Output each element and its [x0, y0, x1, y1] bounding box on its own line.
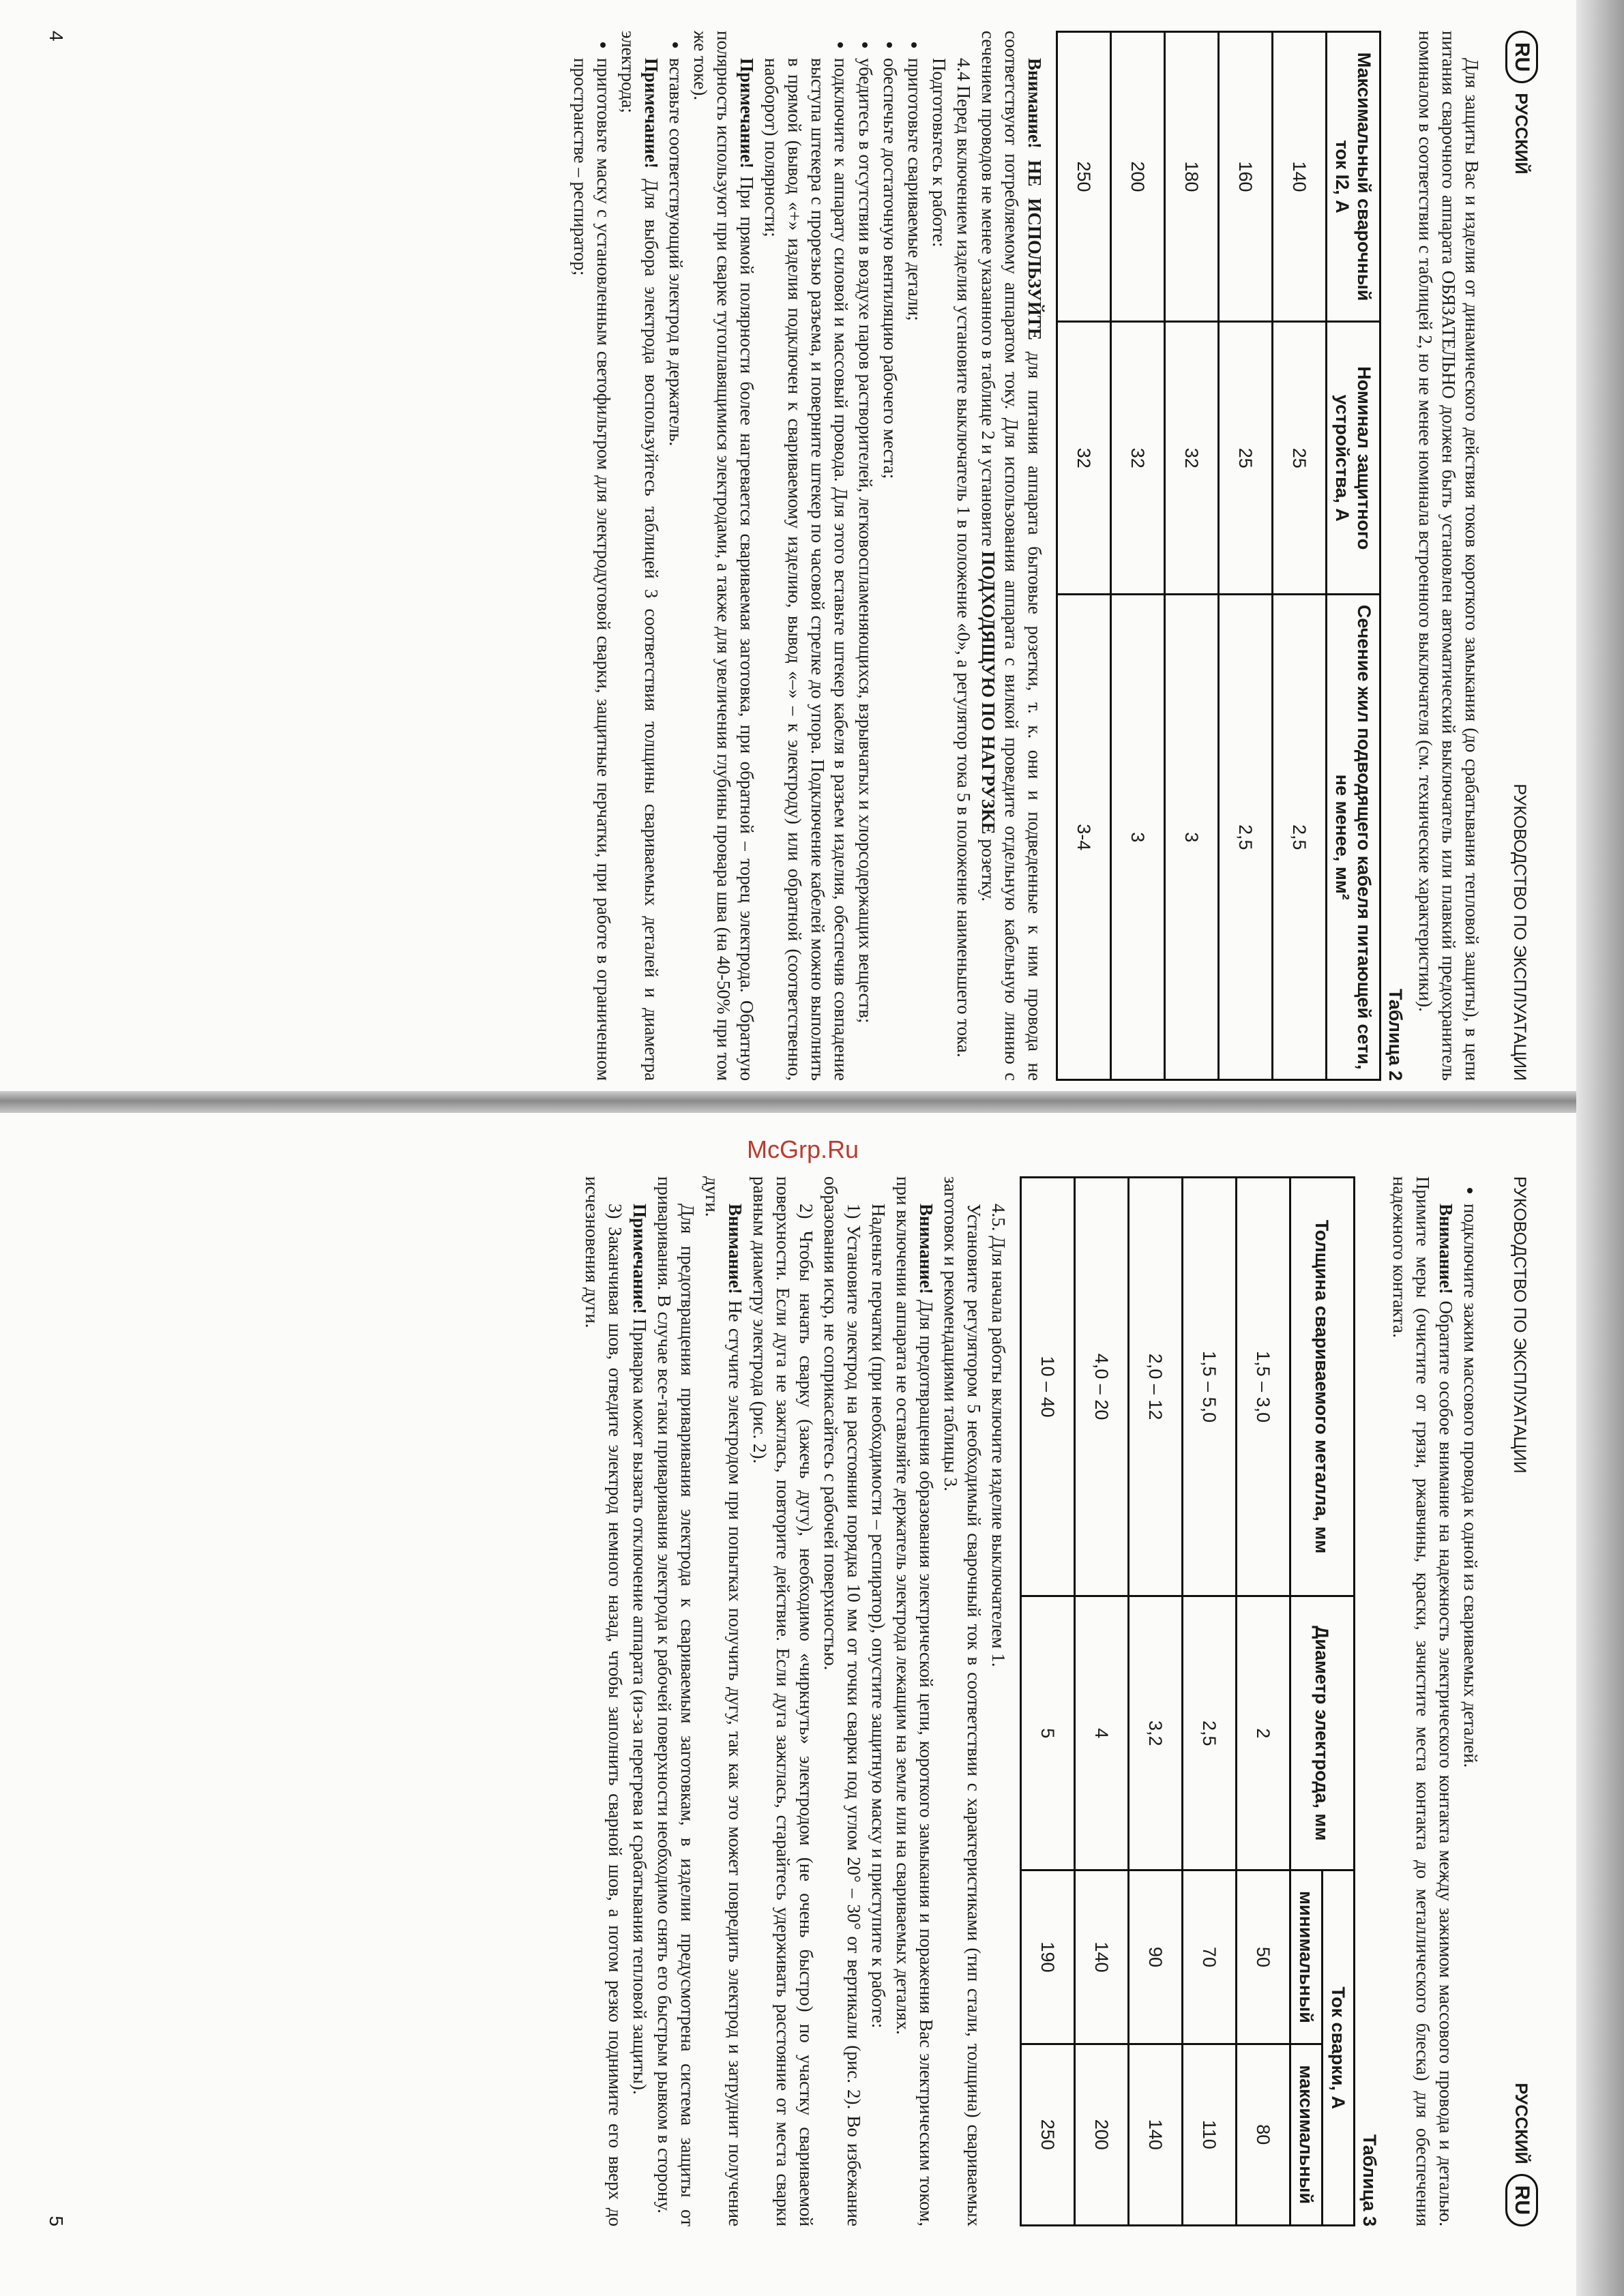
page-4	[46, 31, 1538, 1081]
ru-badge: RU	[1505, 2174, 1538, 2226]
table-row	[1273, 32, 1327, 1080]
step-2: 2) Чтобы начать сварку (зажечь дугу), необходимо «чиркнуть» электродом (не очень быстро) по участку свариваемой поверхности. Если дуга не зажглась, повторите действие. Если дуга зажглась, старайтесь удерживать расстояние от места сварки равным диаметру электрода (рис. 2).	[750, 1176, 816, 2226]
table-row	[1021, 1178, 1075, 2226]
table-cell: 1,5 – 5,0	[1183, 1178, 1237, 1596]
table-row	[1237, 1178, 1290, 2226]
note-paragraph	[617, 31, 663, 1081]
table-3-header: Диаметр электрода, мм	[1290, 1596, 1355, 1870]
table-row	[1219, 32, 1273, 1080]
gloves-paragraph: Наденьте перчатки (при необходимости – респиратор), опустите защитную маску и приступите к работе:	[868, 1204, 889, 2029]
table-2-header: Номинал защитного устройства, А	[1327, 322, 1381, 595]
table-cell: 25	[1219, 322, 1273, 595]
note-label: Примечание!	[737, 58, 757, 169]
table-3-subheader: минимальный	[1290, 1870, 1323, 2044]
table-row	[1183, 1178, 1237, 2226]
table-cell: 250	[1021, 2044, 1075, 2225]
step-1: 1) Установите электрод на расстоянии порядка 10 мм от точки сварки под углом 20° – 30° от вертикали (рис. 2). Во избежание образования искр, не соприкасайтесь с рабочей поверхностью.	[821, 1176, 864, 2226]
warning-label: Внимание!	[725, 1204, 745, 1294]
note-paragraph	[689, 31, 758, 1081]
list-item: • подключите к аппарату силовой и массовый провода. Для этого вставьте штекер кабеля в разъем изделия, обеспечив совпадение выступа штекера с прорезью разъема, и поверните штекер по часовой стрелке до упора. Подключение кабелей можно выполнить в прямой (вывод «+» изделия подключен к свариваемому изделию, вывод «–» – к электроду) или обратной (соответственно, наоборот) полярности;	[760, 58, 853, 1081]
table-row	[1129, 1178, 1183, 2226]
table-cell: 4	[1075, 1596, 1129, 1870]
warning-paragraph	[977, 31, 1046, 1081]
page-number: 5	[46, 2216, 67, 2226]
page-5	[46, 1176, 1538, 2226]
table-cell: 2,5	[1219, 595, 1273, 1080]
page-fold	[0, 1091, 1624, 1113]
note-text: При прямой полярности более нагревается свариваемая заготовка, при обратной – торец электрода. Обратную полярность используют при сварке тугоплавящимися электродами, а также для увеличения глубины провара шва (на 40-50% при том же токе).	[690, 31, 757, 1081]
manual-title: РУКОВОДСТВО ПО ЭКСПЛУАТАЦИИ	[1510, 784, 1529, 1081]
warning-text: Не стучите электродом при попытках получить дугу, так как это может повредить электрод и затруднит получение дуги.	[702, 1176, 745, 2226]
table-3	[1020, 1176, 1355, 2226]
table-cell: 1,5 – 3,0	[1237, 1178, 1290, 1596]
warning-emphasis: ПОДХОДЯЩУЮ ПО НАГРУЗКЕ	[978, 551, 999, 835]
page-4-body	[567, 31, 1483, 1081]
warning-label: Внимание!	[916, 1204, 936, 1294]
list-item: • приготовьте свариваемые детали;	[903, 58, 926, 1081]
page-4-header	[1490, 31, 1538, 1081]
table-row	[1111, 32, 1165, 1080]
table-cell: 10 – 40	[1021, 1178, 1075, 1596]
prepare-list	[760, 31, 926, 1081]
list-item: • приготовьте маску с установленным светофильтром для электродуговой сварки, защитные перчатки, при работе в ограниченном пространстве – респиратор;	[569, 58, 615, 1081]
table-cell: 2,0 – 12	[1129, 1178, 1183, 1596]
warning-paragraph	[1388, 1176, 1458, 2226]
step-3: 3) Заканчивая шов, отведите электрод немного назад, чтобы заполнить сварной шов, а потом резко поднимите его вверх до исчезновения дуги.	[582, 1176, 625, 2226]
warning-text: Для предотвращения образования электрической цепи, короткого замыкания и поражения Вас электрическим током, при включении аппарата не оставляйте держатель электрода лежащим на земле или на свариваемых деталях.	[893, 1176, 936, 2226]
warning-text: для питания аппарата бытовые розетки, т. к. они и подведенные к ним провода не соответствуют потребляемому аппаратом току. Для использования аппарата с вилкой проведите отдельную кабельную линию с сечением проводов не менее указанного в таблице 2 и установите	[978, 31, 1045, 1081]
table-cell: 5	[1021, 1596, 1075, 1870]
table-cell: 190	[1021, 1870, 1075, 2044]
table-3-header: Толщина свариваемого металла, мм	[1290, 1178, 1355, 1596]
note-paragraph	[628, 1176, 651, 2226]
table-cell: 70	[1183, 1870, 1237, 2044]
table-cell: 110	[1183, 2044, 1237, 2225]
table-2-header: Сечение жил подводящего кабеля питающей сети, не менее, мм²	[1327, 595, 1381, 1080]
table-cell: 250	[1057, 32, 1111, 322]
table-cell: 160	[1219, 32, 1273, 322]
table-cell: 32	[1165, 322, 1219, 595]
table-cell: 2	[1237, 1596, 1290, 1870]
prepare-heading: Подготовьтесь к работе:	[929, 58, 949, 248]
table-row	[1057, 32, 1111, 1080]
table-cell: 140	[1273, 32, 1327, 322]
table-cell: 80	[1237, 2044, 1290, 2225]
insert-list	[664, 31, 688, 1081]
note-label: Примечание!	[641, 58, 662, 169]
language-label: РУССКИЙ	[1511, 93, 1531, 175]
list-item: • убедитесь в отсутствии в воздухе паров растворителей, легковоспламеняющихся, взрывчатых и хлорсодержащих веществ;	[854, 58, 877, 1081]
table-cell: 3-4	[1057, 595, 1111, 1080]
page-5-body	[579, 1176, 1483, 2226]
watermark: McGrp.Ru	[747, 1135, 859, 1163]
section-4-5: 4.5. Для начала работы включите изделие выключателем 1.	[988, 1204, 1009, 1667]
table-cell: 90	[1129, 1870, 1183, 2044]
clamp-list	[1459, 1176, 1482, 2226]
table-cell: 2,5	[1183, 1596, 1237, 1870]
note-text: Для выбора электрода воспользуйтесь таблицей 3 соответствия толщины свариваемых деталей и диаметра электрода;	[618, 31, 662, 1081]
ru-badge: RU	[1505, 31, 1538, 83]
list-item: • вставьте соответствующий электрод в держатель.	[664, 58, 688, 1081]
warning-paragraph	[700, 1176, 747, 2226]
table-cell: 180	[1165, 32, 1219, 322]
list-item: • обеспечьте достаточную вентиляцию рабочего места;	[879, 58, 902, 1081]
table-cell: 50	[1237, 1870, 1290, 2044]
manual-title: РУКОВОДСТВО ПО ЭКСПЛУАТАЦИИ	[1510, 1176, 1529, 1474]
page-edge-shadow	[1576, 0, 1624, 2296]
warning-end: розетку.	[978, 834, 999, 901]
table-cell: 3,2	[1129, 1596, 1183, 1870]
intro-paragraph: Для защиты Вас и изделия от динамического действия токов короткого замыкания (до срабатывания тепловой защиты), в цепи питания сварочного аппарата ОБЯЗАТЕЛЬНО должен быть установлен автоматический выключатель или плавкий предохранитель номиналом в соответствии с таблицей 2, но не менее номинала встроенного выключателя (см. технические характеристики).	[1415, 31, 1482, 1081]
table-3-caption: Таблица 3	[1359, 2134, 1380, 2226]
table-cell: 140	[1075, 1870, 1129, 2044]
language-label: РУССКИЙ	[1511, 2083, 1531, 2164]
table-cell: 3	[1165, 595, 1219, 1080]
warning-label: Внимание! НЕ ИСПОЛЬЗУЙТЕ	[1024, 58, 1045, 340]
table-cell: 32	[1111, 322, 1165, 595]
anti-stick-paragraph: Для предотвращения приваривания электрода к свариваемым заготовкам, в изделии предусмотрена система защиты от приваривания. В случае все-таки приваривания электрода к рабочей поверхности необходимо снять его быстрым рывком в сторону.	[654, 1176, 698, 2226]
table-row	[1165, 32, 1219, 1080]
table-2-caption: Таблица 2	[1385, 988, 1406, 1081]
note-label: Примечание!	[630, 1204, 650, 1315]
table-cell: 3	[1111, 595, 1165, 1080]
regulator-paragraph: Установите регулятором 5 необходимый сварочный ток в соответствии с характеристиками (тип стали, толщина) свариваемых заготовок и рекомендациями таблицы 3.	[941, 1176, 984, 2226]
list-item: • подключите зажим массового провода к одной из свариваемых деталей.	[1459, 1204, 1482, 2226]
warning-paragraph	[891, 1176, 938, 2226]
note-text: Приварка может вызвать отключение аппарата (из-за перегрева и срабатывания тепловой защиты).	[630, 1314, 650, 2095]
table-cell: 200	[1111, 32, 1165, 322]
table-cell: 32	[1057, 322, 1111, 595]
table-cell: 200	[1075, 2044, 1129, 2225]
table-cell: 4,0 – 20	[1075, 1178, 1129, 1596]
page-number: 4	[46, 31, 67, 42]
table-2-header: Максимальный сварочный ток I2, А	[1327, 32, 1381, 322]
table-cell: 25	[1273, 322, 1327, 595]
table-row	[1075, 1178, 1129, 2226]
table-3-subheader: максимальный	[1290, 2044, 1323, 2225]
table-cell: 2,5	[1273, 595, 1327, 1080]
table-3-header: Ток сварки, А	[1323, 1870, 1355, 2226]
table-cell: 140	[1129, 2044, 1183, 2225]
section-4-4: 4.4 Перед включением изделия установите выключатель 1 в положение «0», а регулятор тока 5 в положение наименьшего тока.	[954, 58, 974, 1058]
page-5-header	[1490, 1176, 1538, 2226]
warning-text: Обратите особое внимание на надежность электрического контакта между зажимом массового провода и деталью. Примите меры (очистите от грязи, ржавчины, краски, зачистите места контакта до металлического блеска) для обеспечения надежного контакта.	[1389, 1176, 1456, 2226]
warning-label: Внимание!	[1436, 1204, 1456, 1294]
mask-list	[569, 31, 615, 1081]
table-2	[1056, 31, 1381, 1081]
